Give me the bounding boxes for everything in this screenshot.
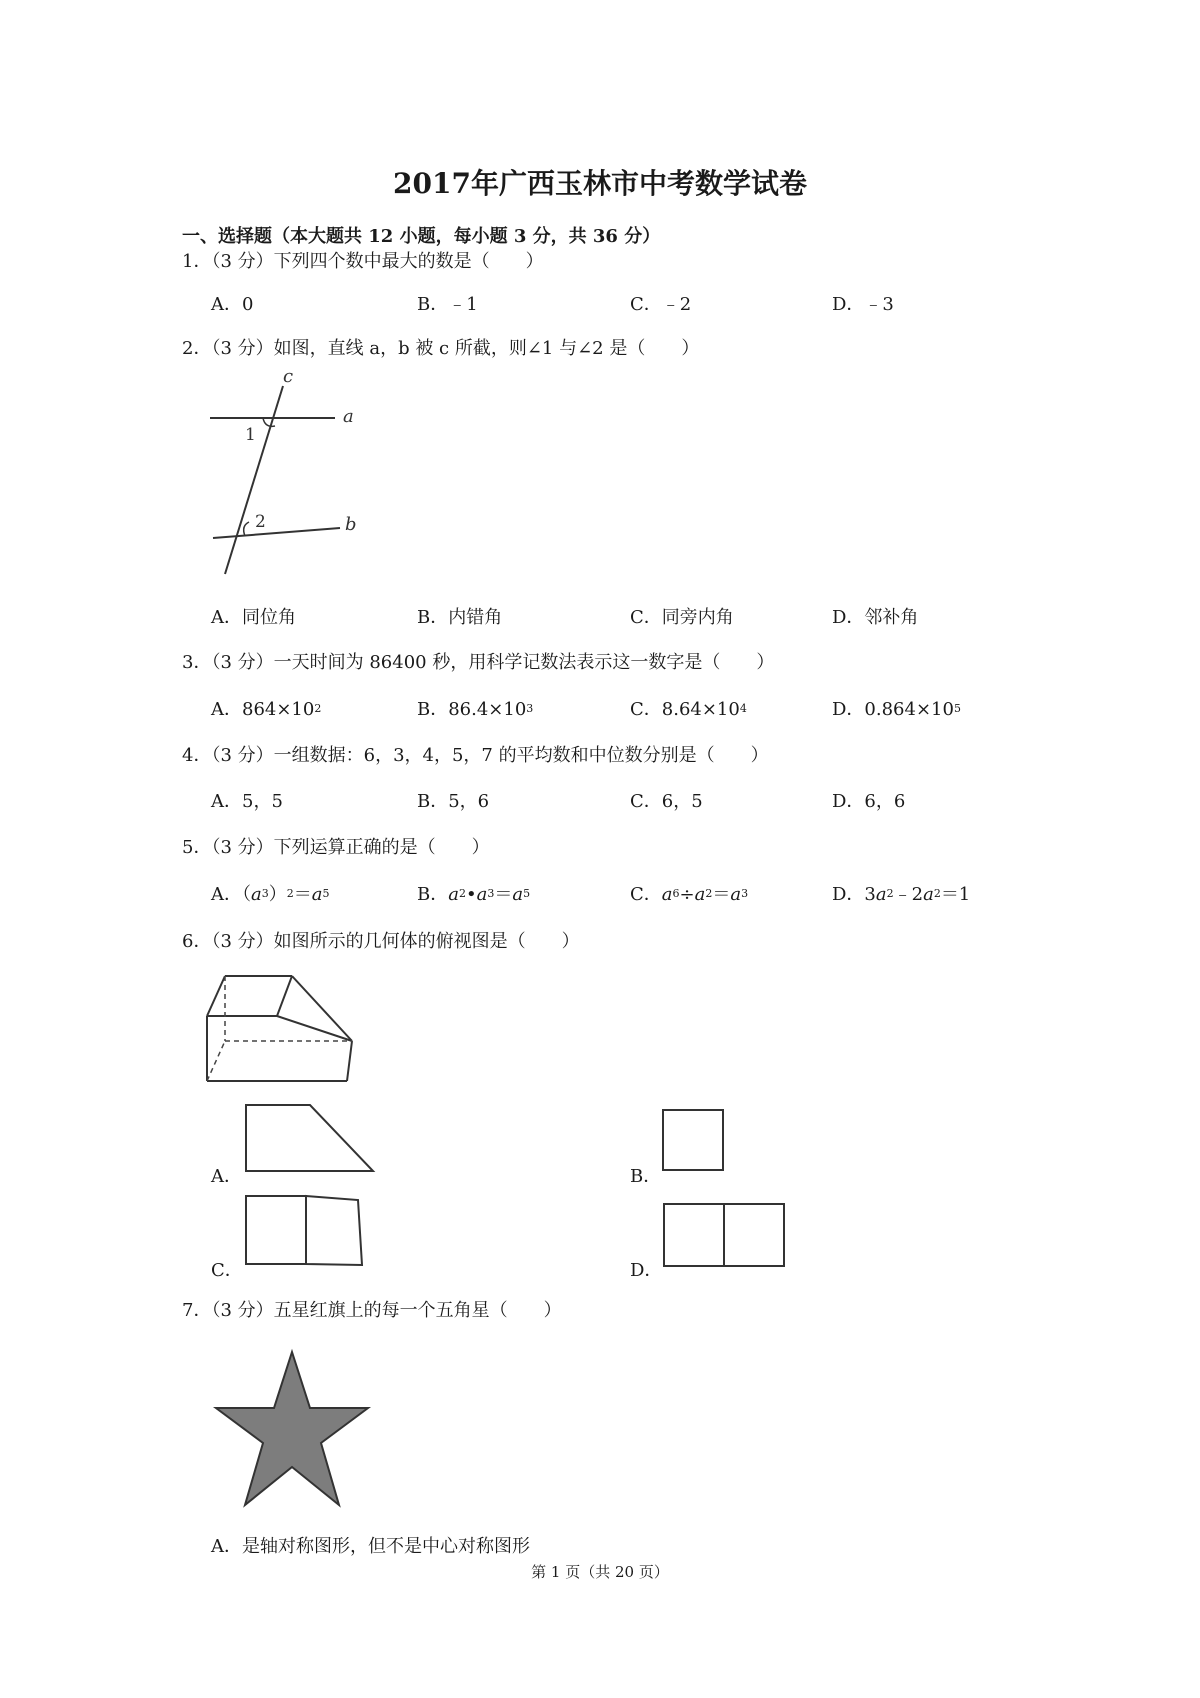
q4-option-d[interactable]: D．6，6 [832,791,906,812]
q5-option-b[interactable]: B．$a^2•a^3=a^5$ [417,884,531,905]
q1-option-d[interactable]: D．﹣3 [832,294,894,315]
q6-option-c[interactable]: C． [211,1260,243,1281]
label-b: b [345,514,357,535]
q4-option-b[interactable]: B．5，6 [417,791,490,812]
q2-option-c[interactable]: C．同旁内角 [630,607,734,628]
page-title: 2017年广西玉林市中考数学试卷 [393,167,807,200]
q6-option-b[interactable]: B． [630,1166,662,1187]
q3-option-d[interactable] [832,695,961,721]
q7-option-a[interactable]: A．是轴对称图形，但不是中心对称图形 [211,1536,530,1557]
q3-option-a[interactable] [211,695,321,721]
q3-option-a-exponent: 2 [314,702,322,715]
q6-option-c-shape [245,1195,370,1270]
question-3-stem: 3．（3 分）一天时间为 86400 秒，用科学记数法表示这一数字是（ ） [182,652,775,673]
q3-option-b-text: B．86.4×10 [417,699,527,720]
q3-option-b[interactable] [417,695,533,721]
q3-option-c-text: C．8.64×10 [630,699,740,720]
question-6-stem: 6．（3 分）如图所示的几何体的俯视图是（ ） [182,931,580,952]
q6-solid-figure [207,966,357,1086]
q2-option-d[interactable]: D．邻补角 [832,607,919,628]
q1-option-b[interactable]: B．﹣1 [417,294,478,315]
q2-lines-figure [205,366,365,580]
line-b [213,528,340,538]
page-footer: 第 1 页（共 20 页） [531,1563,669,1581]
q6-option-a[interactable]: A． [211,1166,242,1187]
q5-option-c[interactable]: C．$a^6\div a^2=a^3$ [630,884,749,905]
q3-option-c-exponent: 4 [739,702,747,715]
q2-option-b[interactable]: B．内错角 [417,607,503,628]
q3-option-d-text: D．0.864×10 [832,699,954,720]
q3-option-c[interactable] [630,695,747,721]
five-pointed-star-figure [214,1350,369,1510]
line-c [225,386,283,574]
q2-option-a[interactable]: A．同位角 [211,607,296,628]
question-2-stem: 2．（3 分）如图，直线 a，b 被 c 所截，则∠1 与∠2 是（ ） [182,338,700,359]
q3-option-b-exponent: 3 [526,702,534,715]
q4-option-c[interactable]: C．6，5 [630,791,703,812]
label-angle-2: 2 [255,512,266,532]
q1-option-c[interactable]: C．﹣2 [630,294,692,315]
q5-option-a[interactable]: A．$(a^3)^2=a^5$ [211,884,330,905]
label-angle-1: 1 [245,425,256,445]
q6-option-b-square [662,1109,726,1173]
label-c: c [283,366,294,387]
question-1-stem: 1．（3 分）下列四个数中最大的数是（ ） [182,251,544,272]
section-heading: 一、选择题（本大题共 12 小题，每小题 3 分，共 36 分） [182,226,661,247]
question-5-stem: 5．（3 分）下列运算正确的是（ ） [182,837,490,858]
q1-option-a[interactable]: A．0 [211,294,254,315]
q5-option-d[interactable]: D．$3a^2﹣2a^2=1$ [832,884,971,905]
q3-option-d-exponent: 5 [953,702,961,715]
angle-2-arc [244,522,249,536]
question-4-stem: 4．（3 分）一组数据：6，3，4，5，7 的平均数和中位数分别是（ ） [182,745,769,766]
q4-option-a[interactable]: A．5，5 [211,791,283,812]
q6-option-d-two-squares [663,1203,788,1269]
label-a: a [343,406,354,427]
q3-option-a-text: A．864×10 [211,699,315,720]
q6-option-a-trapezoid [245,1104,375,1174]
q6-option-d[interactable]: D． [630,1260,663,1281]
question-7-stem: 7．（3 分）五星红旗上的每一个五角星（ ） [182,1300,562,1321]
